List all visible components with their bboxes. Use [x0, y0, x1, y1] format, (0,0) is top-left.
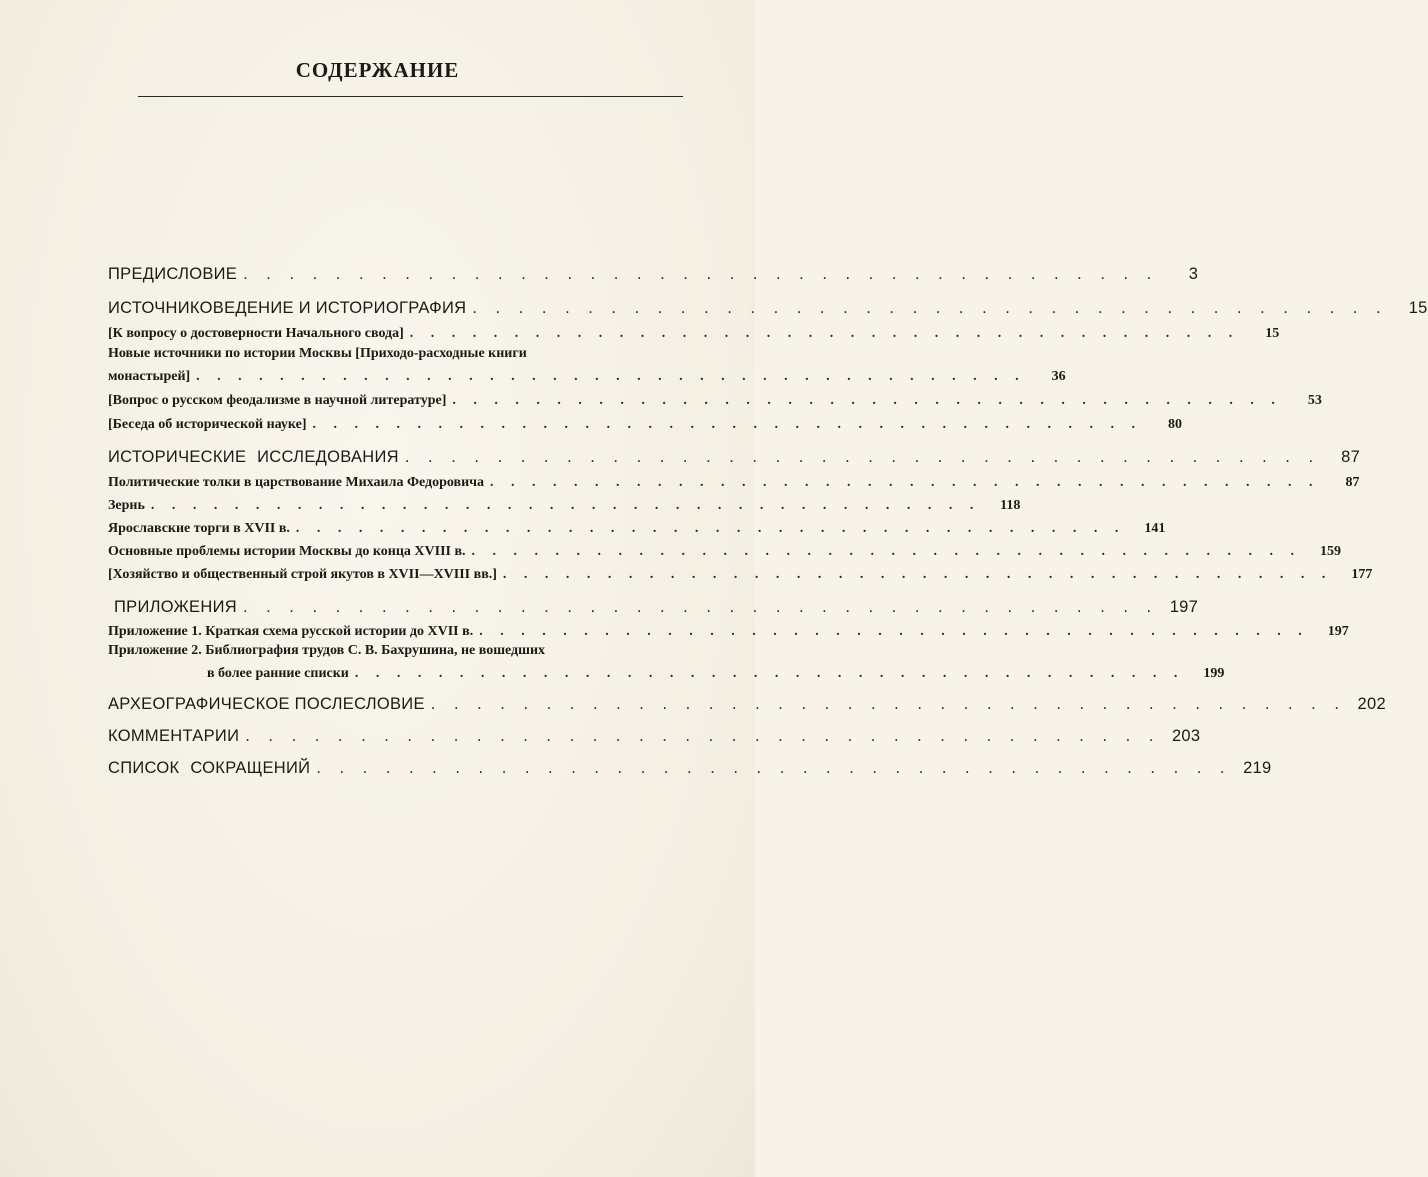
toc-entry-title: [К вопросу о достоверности Начального свода] — [108, 326, 404, 341]
toc-leader-dots: . . . . . . . . . . . . . . . . . . . . . . . . . . . . . . . . . . . . . . . . — [354, 666, 1185, 681]
toc-entry-title: Основные проблемы истории Москвы до конца XVIII в. — [108, 544, 466, 559]
toc-leader-dots: . . . . . . . . . . . . . . . . . . . . . . . . . . . . . . . . . . . . . . . . — [479, 624, 1309, 639]
toc-entry-appendices[interactable] — [108, 595, 1199, 617]
toc-leader-dots: . . . . . . . . . . . . . . . . . . . . . . . . . . . . . . . . . . . . . . . . — [472, 299, 1388, 317]
toc-leader-dots: . . . . . . . . . . . . . . . . . . . . . . . . . . . . . . . . . . . . . . . . — [471, 544, 1302, 559]
toc-leader-dots: . . . . . . . . . . . . . . . . . . . . . . . . . . . . . . . . . . . . . . . . — [490, 475, 1320, 490]
toc-page-number: 159 — [1320, 544, 1342, 559]
toc-page-number: 15 — [1265, 326, 1280, 341]
toc-entry-title: ПРИЛОЖЕНИЯ — [114, 598, 237, 616]
toc-page-number: 15 — [1408, 299, 1428, 317]
toc-page-number: 141 — [1144, 521, 1166, 536]
page-title: СОДЕРЖАНИЕ — [295, 58, 460, 82]
toc-entry-conversation[interactable] — [108, 413, 1183, 433]
toc-entry-title: КОММЕНТАРИИ — [108, 727, 240, 745]
table-of-contents — [108, 262, 1428, 778]
toc-leader-dots: . . . . . . . . . . . . . . . . . . . . . . . . . . . . . . . . . . . . . . . . — [245, 727, 1161, 745]
toc-entry-title: СПИСОК СОКРАЩЕНИЙ — [108, 759, 311, 777]
toc-entry-title: ПРЕДИСЛОВИЕ — [108, 265, 238, 283]
toc-page-number: 219 — [1243, 759, 1272, 777]
toc-leader-dots: . . . . . . . . . . . . . . . . . . . . . . . . . . . . . . . . . . . . . . . . — [196, 369, 1026, 384]
toc-leader-dots: . . . . . . . . . . . . . . . . . . . . . . . . . . . . . . . . . . . . . . . . — [243, 265, 1159, 283]
toc-entry-title-cont: в более ранние списки — [207, 666, 349, 681]
toc-leader-dots: . . . . . . . . . . . . . . . . . . . . . . . . . . . . . . . . . . . . . . . . — [409, 326, 1240, 341]
toc-page-number: 3 — [1188, 265, 1199, 283]
toc-entry-moscow-problems[interactable] — [108, 540, 1342, 560]
toc-page-number: 80 — [1168, 417, 1183, 432]
toc-page-number: 118 — [1000, 498, 1021, 513]
toc-entry-title: ИСТОЧНИКОВЕДЕНИЕ И ИСТОРИОГРАФИЯ — [108, 299, 467, 317]
toc-entry-archeographic-afterword[interactable] — [108, 692, 1386, 714]
toc-entry-title: АРХЕОГРАФИЧЕСКОЕ ПОСЛЕСЛОВИЕ — [108, 695, 425, 713]
toc-leader-dots: . . . . . . . . . . . . . . . . . . . . . . . . . . . . . . . . . . . . . . . . — [150, 498, 981, 513]
toc-page-number: 197 — [1327, 624, 1349, 639]
toc-leader-dots: . . . . . . . . . . . . . . . . . . . . . . . . . . . . . . . . . . . . . . . . — [312, 417, 1143, 432]
toc-entry-title: ИСТОРИЧЕСКИЕ ИССЛЕДОВАНИЯ — [108, 448, 399, 466]
toc-entry-preface[interactable] — [108, 262, 1199, 284]
toc-entry-title: Зернь — [108, 498, 145, 513]
toc-entry-yakut-economy[interactable] — [108, 563, 1373, 583]
toc-entry-title: [Беседа об исторической науке] — [108, 417, 307, 432]
toc-entry-title: [Хозяйство и общественный строй якутов в XVII—XVIII вв.] — [108, 567, 497, 582]
toc-entry-title-cont: монастырей] — [108, 369, 191, 384]
toc-entry-historical-research[interactable] — [108, 445, 1361, 467]
toc-page-number: 197 — [1169, 598, 1199, 616]
toc-page-number: 202 — [1357, 695, 1386, 713]
toc-leader-dots: . . . . . . . . . . . . . . . . . . . . . . . . . . . . . . . . . . . . . . . . — [430, 695, 1346, 713]
toc-entry-zern[interactable] — [108, 494, 1021, 514]
toc-leader-dots: . . . . . . . . . . . . . . . . . . . . . . . . . . . . . . . . . . . . . . . . — [404, 448, 1321, 466]
toc-entry-title: Приложение 2. Библиография трудов С. В. Бахрушина, не вошедших — [108, 643, 546, 658]
toc-page-number: 87 — [1341, 448, 1361, 466]
toc-leader-dots: . . . . . . . . . . . . . . . . . . . . . . . . . . . . . . . . . . . . . . . . — [316, 759, 1232, 777]
toc-entry-title: Приложение 1. Краткая схема русской истории до XVII в. — [108, 624, 474, 639]
toc-entry-abbreviations[interactable] — [108, 756, 1272, 778]
toc-leader-dots: . . . . . . . . . . . . . . . . . . . . . . . . . . . . . . . . . . . . . . . . — [242, 598, 1159, 616]
toc-entry-title: Новые источники по истории Москвы [Приходо-расходные книги — [108, 346, 527, 361]
toc-page-number: 199 — [1203, 666, 1225, 681]
toc-entry-commentary[interactable] — [108, 724, 1201, 746]
title-underline — [138, 96, 683, 97]
toc-entry-political-rumors[interactable] — [108, 471, 1360, 491]
toc-page-number: 53 — [1307, 393, 1322, 408]
toc-entry-title: Политические толки в царствование Михаила Федоровича — [108, 475, 485, 490]
toc-page-number: 87 — [1345, 475, 1360, 490]
toc-page-number: 36 — [1051, 369, 1066, 384]
toc-entry-appendix-1[interactable] — [108, 620, 1349, 640]
toc-entry-title: Ярославские торги в XVII в. — [108, 521, 290, 536]
toc-leader-dots: . . . . . . . . . . . . . . . . . . . . . . . . . . . . . . . . . . . . . . . . — [502, 567, 1333, 582]
toc-page-number: 177 — [1351, 567, 1373, 582]
toc-entry-yaroslavl-trade[interactable] — [108, 517, 1166, 537]
toc-entry-moscow-sources[interactable] — [108, 346, 1066, 385]
toc-entry-appendix-2[interactable] — [108, 643, 1225, 682]
toc-entry-title: [Вопрос о русском феодализме в научной литературе] — [108, 393, 447, 408]
toc-entry-source-studies[interactable] — [108, 296, 1428, 318]
toc-leader-dots: . . . . . . . . . . . . . . . . . . . . . . . . . . . . . . . . . . . . . . . . — [452, 393, 1282, 408]
toc-entry-nachalny-svod[interactable] — [108, 322, 1280, 342]
toc-leader-dots: . . . . . . . . . . . . . . . . . . . . . . . . . . . . . . . . . . . . . . . . — [295, 521, 1126, 536]
toc-entry-feudalism[interactable] — [108, 389, 1322, 409]
toc-page-number: 203 — [1171, 727, 1201, 745]
